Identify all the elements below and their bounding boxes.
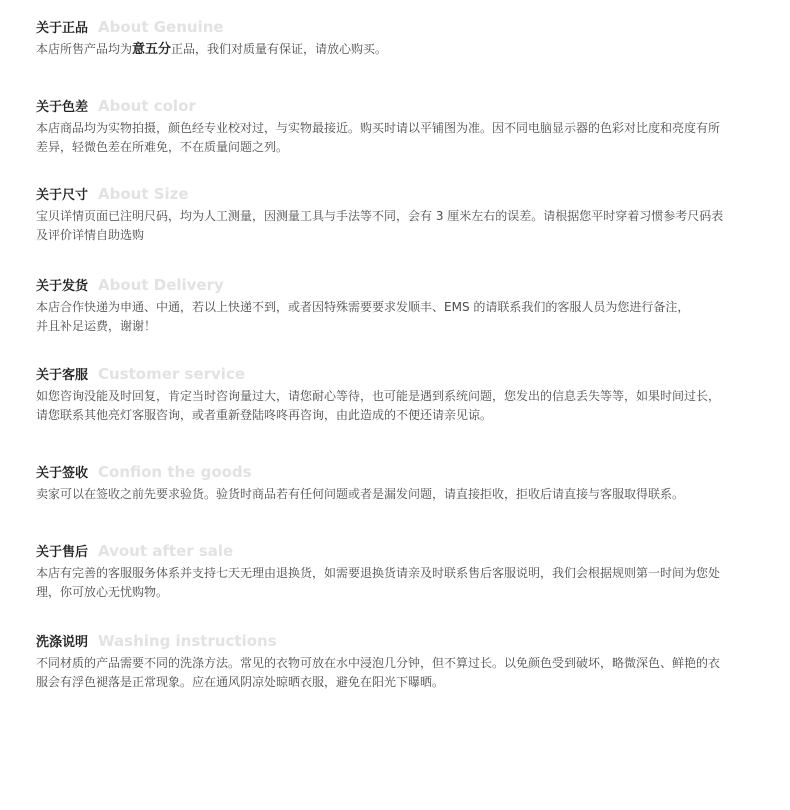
section-delivery xyxy=(36,274,756,336)
section-heading xyxy=(36,461,756,483)
section-title-cn: 关于客服 xyxy=(36,368,89,383)
section-body xyxy=(36,119,756,157)
section-title-cn: 关于色差 xyxy=(36,100,89,115)
section-body xyxy=(36,485,756,504)
brand-name: 意五分 xyxy=(132,42,172,57)
section-heading xyxy=(36,363,756,385)
section-title-cn: 关于签收 xyxy=(36,466,89,481)
section-title-en: About Genuine xyxy=(98,18,224,36)
body-line: 如您咨询没能及时回复，肯定当时咨询量过大，请您耐心等待，也可能是遇到系统问题，您发出的信息丢失等等，如果时间过长， xyxy=(36,389,721,403)
body-line: 差异，轻微色差在所难免，不在质量问题之列。 xyxy=(36,140,289,154)
section-heading xyxy=(36,16,756,38)
section-title-en: Avout after sale xyxy=(98,542,234,560)
body-line: 并且补足运费，谢谢！ xyxy=(36,319,157,333)
section-title-en: Washing instructions xyxy=(98,632,277,650)
body-line: 及评价详情自助选购 xyxy=(36,228,145,242)
section-body xyxy=(36,654,756,692)
section-size xyxy=(36,183,756,245)
section-body xyxy=(36,387,756,425)
body-line: 本店合作快递为申通、中通，若以上快递不到，或者因特殊需要要求发顺丰、EMS 的请联系我们的客服人员为您进行备注， xyxy=(36,300,690,314)
section-title-cn: 洗涤说明 xyxy=(36,635,89,650)
body-line: 本店有完善的客服服务体系并支持七天无理由退换货，如需要退换货请亲及时联系售后客服说明，我们会根据规则第一时间为您处 xyxy=(36,566,721,580)
body-line: 理，你可放心无忧购物。 xyxy=(36,585,169,599)
body-line: 服会有浮色褪落是正常现象。应在通风阴凉处晾晒衣服，避免在阳光下曝晒。 xyxy=(36,675,445,689)
body-line: 卖家可以在签收之前先要求验货。验货时商品若有任何问题或者是漏发问题，请直接拒收，拒收后请直接与客服取得联系。 xyxy=(36,487,685,501)
section-heading xyxy=(36,183,756,205)
section-title-cn: 关于发货 xyxy=(36,279,89,294)
section-heading xyxy=(36,540,756,562)
section-body xyxy=(36,207,756,245)
section-title-en: Confion the goods xyxy=(98,463,252,481)
section-customer-service xyxy=(36,363,756,425)
body-line: 不同材质的产品需要不同的洗涤方法。常见的衣物可放在水中浸泡几分钟，但不算过长。以免颜色受到破坏，略微深色、鲜艳的衣 xyxy=(36,656,721,670)
section-heading xyxy=(36,630,756,652)
body-line: 请您联系其他亮灯客服咨询，或者重新登陆咚咚再咨询，由此造成的不便还请亲见谅。 xyxy=(36,408,493,422)
section-title-en: Customer service xyxy=(98,365,246,383)
section-sign-for xyxy=(36,461,756,504)
section-color xyxy=(36,95,756,157)
body-line: 宝贝详情页面已注明尺码，均为人工测量，因测量工具与手法等不同，会有 3 厘米左右的误差。请根据您平时穿着习惯参考尺码表 xyxy=(36,209,724,223)
section-genuine xyxy=(36,16,756,59)
section-title-en: About Size xyxy=(98,185,189,203)
section-title-cn: 关于正品 xyxy=(36,21,89,36)
body-text: 正品，我们对质量有保证，请放心购买。 xyxy=(171,42,388,56)
section-title-cn: 关于尺寸 xyxy=(36,188,89,203)
section-title-en: About Delivery xyxy=(98,276,224,294)
section-body xyxy=(36,40,756,59)
section-body xyxy=(36,298,756,336)
body-line: 本店商品均为实物拍摄，颜色经专业校对过，与实物最接近。购买时请以平铺图为准。因不同电脑显示器的色彩对比度和亮度有所 xyxy=(36,121,721,135)
section-heading xyxy=(36,95,756,117)
body-text: 本店所售产品均为 xyxy=(36,42,133,56)
section-title-cn: 关于售后 xyxy=(36,545,89,560)
section-washing xyxy=(36,630,756,692)
section-title-en: About color xyxy=(98,97,196,115)
section-body xyxy=(36,564,756,602)
section-heading xyxy=(36,274,756,296)
section-after-sale xyxy=(36,540,756,602)
